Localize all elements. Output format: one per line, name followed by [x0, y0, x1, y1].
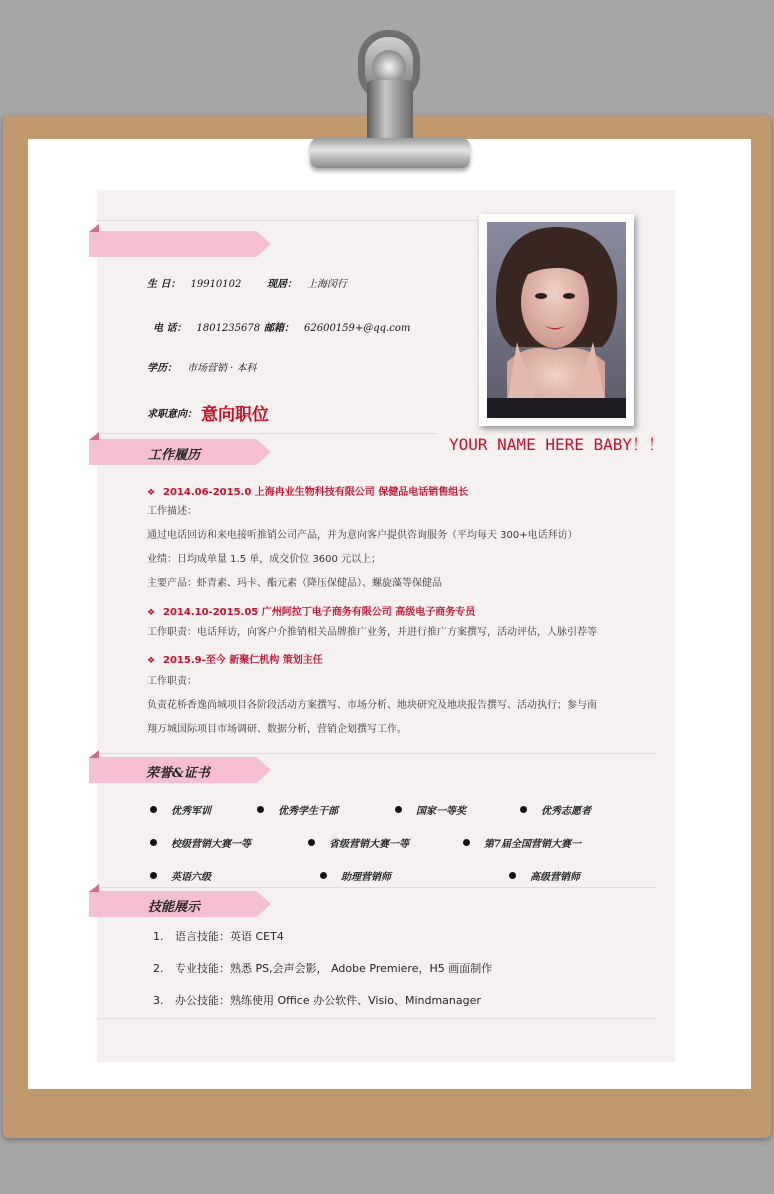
honor-item: 校级营销大赛一等: [150, 835, 251, 850]
birth-label: 生 日：: [147, 279, 181, 290]
birth-row: [147, 275, 241, 290]
job-title: 2014.06-2015.0 上海冉业生物科技有限公司 保健品电话销售组长: [163, 487, 469, 498]
profile-photo: [487, 222, 626, 418]
phone-row: [153, 319, 260, 334]
diamond-bullet-icon: ❖: [147, 608, 156, 618]
dot-bullet-icon: [509, 872, 516, 879]
divider: [97, 753, 657, 754]
name-heading: YOUR NAME HERE BABY！！: [449, 435, 665, 454]
work-line: 工作职责：电话拜访，向客户介推销相关品牌推广业务，并进行推广方案撰写，活动评估，人脉引荐等: [147, 627, 597, 638]
work-line: 工作描述：: [147, 506, 197, 517]
education-value: 市场营销 · 本科: [187, 363, 257, 374]
job-title: 2014.10-2015.05 广州阿拉丁电子商务有限公司 高级电子商务专员: [163, 607, 476, 618]
diamond-bullet-icon: ❖: [147, 488, 156, 498]
residence-value: 上海闵行: [307, 279, 347, 290]
skill-item: 3. 办公技能：熟练使用 Office 办公软件、Visio、Mindmanager: [153, 994, 481, 1007]
honor-item: 优秀志愿者: [520, 802, 591, 817]
profile-banner: [89, 231, 271, 257]
phone-label: 电 话：: [153, 323, 187, 334]
skill-item: 2. 专业技能：熟悉 PS,会声会影， Adobe Premiere，H5 画面制作: [153, 962, 493, 975]
skill-item: 1. 语言技能：英语 CET4: [153, 930, 284, 943]
work-line: 翔万城国际项目市场调研、数据分析，营销企划撰写工作。: [147, 724, 407, 735]
dot-bullet-icon: [308, 839, 315, 846]
binder-clip: [300, 20, 480, 180]
dot-bullet-icon: [257, 806, 264, 813]
email-value: 62600159+@qq.com: [304, 323, 411, 334]
dot-bullet-icon: [150, 839, 157, 846]
honor-item: 国家一等奖: [395, 802, 466, 817]
honor-item: 助理营销师: [320, 868, 391, 883]
intent-label: 求职意向：: [147, 409, 197, 420]
email-label: 邮箱：: [264, 323, 294, 334]
dot-bullet-icon: [463, 839, 470, 846]
diamond-bullet-icon: ❖: [147, 656, 156, 666]
residence-label: 现居：: [267, 279, 297, 290]
skills-section-title: 技能展示: [148, 900, 201, 915]
dot-bullet-icon: [150, 872, 157, 879]
work-line: 负责花桥香逸尚城项目各阶段活动方案撰写、市场分析、地块研究及地块报告撰写、活动执行；参与南: [147, 700, 597, 711]
work-line: 主要产品：虾青素、玛卡、酯元素（降压保健品）、螺旋藻等保健品: [147, 578, 442, 589]
honor-item: 第7届全国营销大赛一: [463, 835, 581, 850]
education-row: [147, 359, 257, 374]
honor-item: 优秀军训: [150, 802, 211, 817]
work-line: 工作职责：: [147, 676, 197, 687]
work-section-title: 工作履历: [148, 448, 201, 463]
dot-bullet-icon: [320, 872, 327, 879]
job-item: [147, 651, 323, 666]
education-label: 学历：: [147, 363, 177, 374]
birth-value: 19910102: [190, 279, 242, 290]
phone-value: 1801235678: [196, 323, 261, 334]
dot-bullet-icon: [150, 806, 157, 813]
intent-value: 意向职位: [201, 405, 269, 425]
work-line: 业绩：日均成单量 1.5 单，成交价位 3600 元以上；: [147, 554, 382, 565]
divider: [97, 887, 657, 888]
residence-row: [267, 275, 347, 290]
job-title: 2015.9-至今 新聚仁机构 策划主任: [163, 655, 323, 666]
divider: [97, 433, 437, 434]
work-line: 通过电话回访和来电接听推销公司产品，并为意向客户提供咨询服务（平均每天 300+电话拜访）: [147, 530, 578, 541]
profile-photo-frame: [479, 214, 634, 426]
honor-item: 高级营销师: [509, 868, 580, 883]
divider: [97, 220, 477, 221]
intent-row: [147, 400, 269, 425]
email-row: [264, 319, 410, 334]
dot-bullet-icon: [520, 806, 527, 813]
job-item: [147, 603, 475, 618]
divider: [97, 1018, 657, 1019]
job-item: [147, 483, 468, 498]
honor-item: 英语六级: [150, 868, 211, 883]
honors-section-title: 荣誉&证书: [146, 766, 210, 781]
dot-bullet-icon: [395, 806, 402, 813]
honor-item: 省级营销大赛一等: [308, 835, 409, 850]
honor-item: 优秀学生干部: [257, 802, 338, 817]
